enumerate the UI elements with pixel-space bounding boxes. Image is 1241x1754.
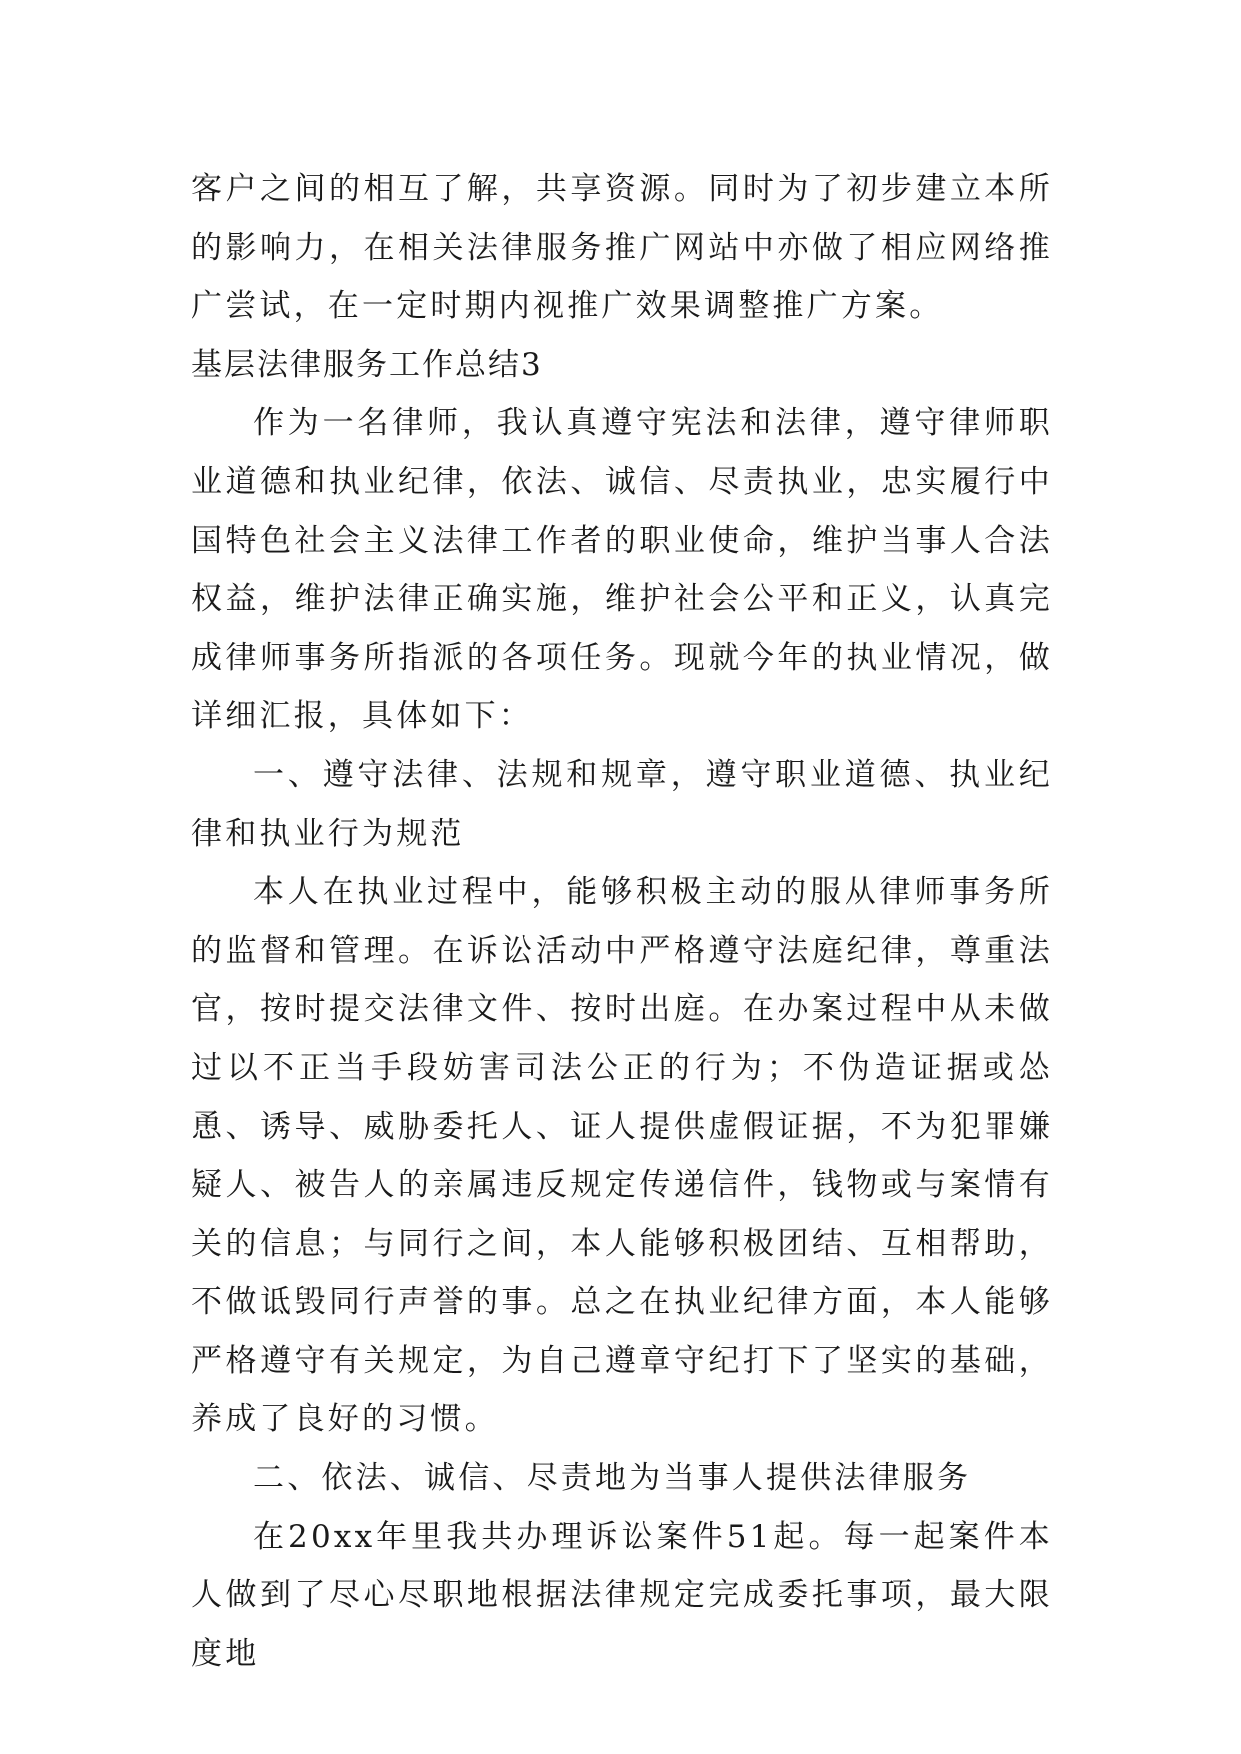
heading-part-one: 一、遵守法律、法规和规章，遵守职业道德、执业纪律和执业行为规范 bbox=[191, 756, 1053, 852]
document-page bbox=[191, 160, 1053, 1683]
paragraph-overview: 作为一名律师，我认真遵守宪法和法律，遵守律师职业道德和执业纪律，依法、诚信、尽责执业，忠实履行中国特色社会主义法律工作者的职业使命，维护当事人合法权益，维护法律正确实施，维护社会公平和正义，认真完成律师事务所指派的各项任务。现就今年的执业情况，做详细汇报，具体如下： bbox=[191, 405, 1053, 735]
section-title: 基层法律服务工作总结3 bbox=[191, 346, 543, 383]
heading-part-two: 二、依法、诚信、尽责地为当事人提供法律服务 bbox=[253, 1460, 972, 1497]
paragraph-part-one: 本人在执业过程中，能够积极主动的服从律师事务所的监督和管理。在诉讼活动中严格遵守法庭纪律，尊重法官，按时提交法律文件、按时出庭。在办案过程中从未做过以不正当手段妨害司法公正的行为；不伪造证据或怂恿、诱导、威胁委托人、证人提供虚假证据，不为犯罪嫌疑人、被告人的亲属违反规定传递信件，钱物或与案情有关的信息；与同行之间，本人能够积极团结、互相帮助，不做诋毁同行声誉的事。总之在执业纪律方面，本人能够严格遵守有关规定，为自己遵章守纪打下了坚实的基础，养成了良好的习惯。 bbox=[191, 874, 1053, 1438]
paragraph-part-two: 在20xx年里我共办理诉讼案件51起。每一起案件本人做到了尽心尽职地根据法律规定完成委托事项，最大限度地 bbox=[191, 1518, 1053, 1672]
paragraph-intro-continuation: 客户之间的相互了解，共享资源。同时为了初步建立本所的影响力，在相关法律服务推广网站中亦做了相应网络推广尝试，在一定时期内视推广效果调整推广方案。 bbox=[191, 171, 1053, 325]
